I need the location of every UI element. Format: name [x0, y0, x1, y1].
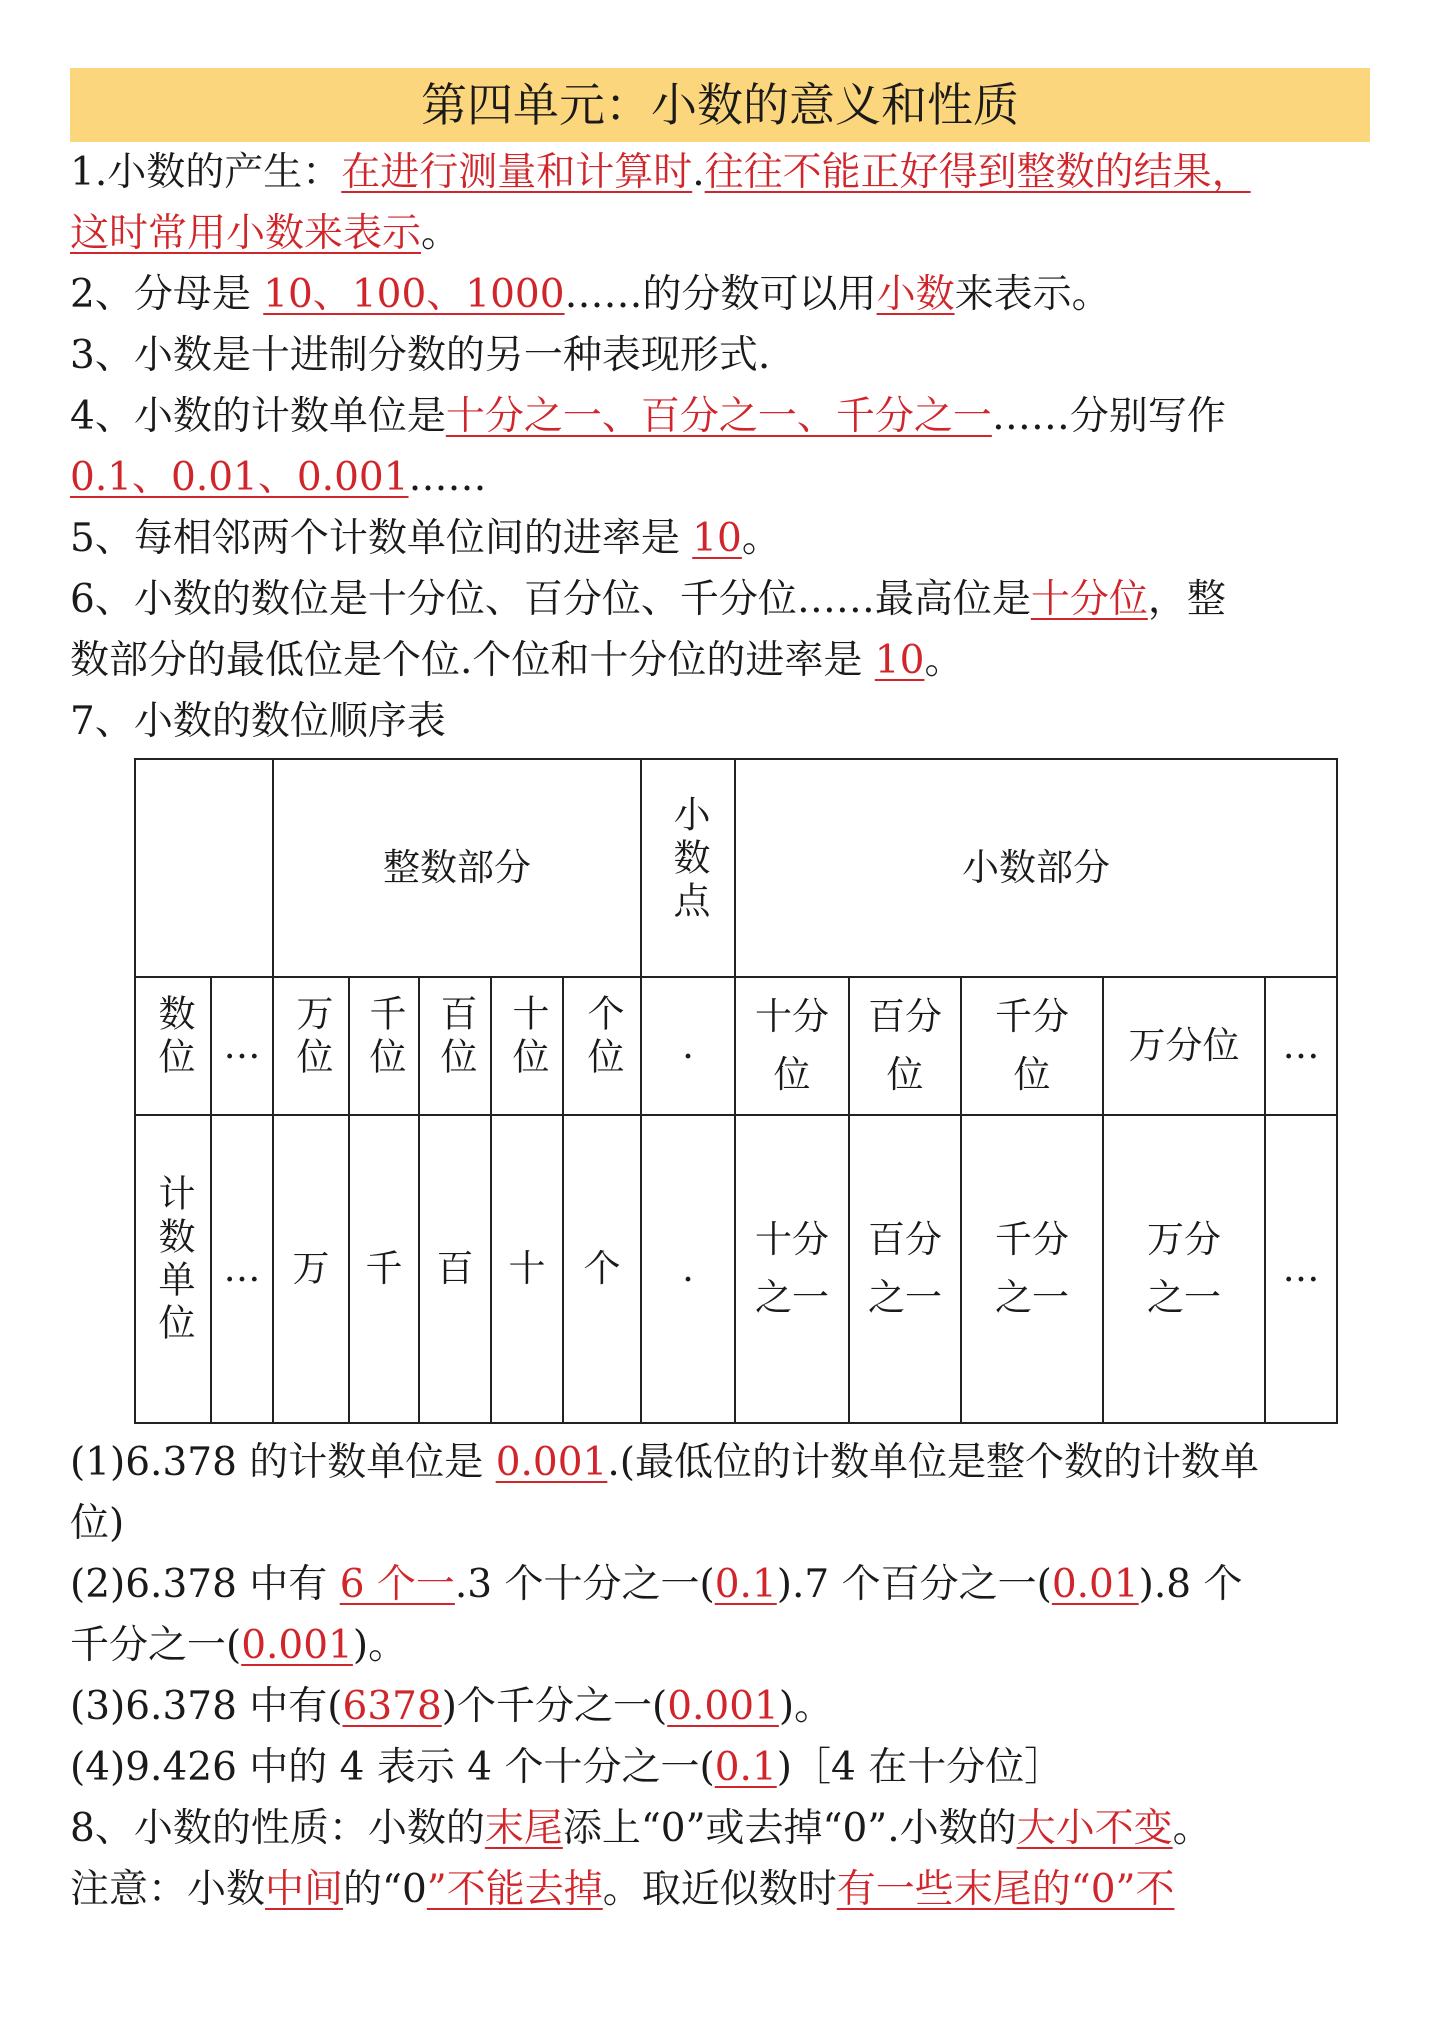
place-hundredths-text: 百分位: [868, 994, 942, 1096]
q2-answer-hundredth: 0.01: [1051, 1562, 1139, 1607]
decimal-part-header: 小数部分: [735, 759, 1337, 977]
q3-end: )。: [778, 1684, 834, 1729]
decimal-point-header-text: 小数点: [667, 794, 710, 924]
place-ge-text: 个位: [581, 994, 624, 1080]
q3-lead: (3)6.378 中有(: [70, 1684, 343, 1729]
q2-end: )。: [352, 1623, 408, 1668]
note-lead: 注意：小数: [70, 1867, 266, 1912]
point-8: [70, 1798, 1370, 1859]
place-qian: [349, 977, 419, 1115]
answer-value-unchanged: 大小不变: [1016, 1806, 1173, 1851]
q2-answer-thousandth: 0.001: [241, 1623, 353, 1668]
point-2-mid: ……的分数可以用: [564, 272, 877, 317]
corner-cell: [135, 759, 273, 977]
place-ten-thousandths: 万分位: [1103, 977, 1265, 1115]
place-shi: [491, 977, 563, 1115]
separator: .: [692, 150, 705, 195]
place-hundredths: [849, 977, 961, 1115]
place-bai-text: 百位: [434, 994, 477, 1080]
point-8-end: 。: [1172, 1806, 1212, 1851]
answer-denominators: 10、100、1000: [263, 272, 565, 317]
point-4-mid: ……分别写作: [991, 394, 1226, 439]
q3-answer-unit: 0.001: [667, 1684, 779, 1729]
place-bai: [419, 977, 491, 1115]
q2-mid3: ).8 个: [1138, 1562, 1243, 1607]
q2-mid2: ).7 个百分之一(: [776, 1562, 1052, 1607]
point-2: [70, 264, 1370, 325]
place-ge: [563, 977, 641, 1115]
q1-answer: 0.001: [495, 1440, 608, 1485]
question-2-line2: [70, 1615, 1370, 1676]
point-8-mid: 添上“0”或去掉“0”.小数的: [562, 1806, 1017, 1851]
answer-decimal: 小数: [876, 272, 955, 317]
ellipsis-cell-4: …: [1265, 1115, 1337, 1423]
ellipsis-cell-3: …: [211, 1115, 273, 1423]
answer-highest-place: 十分位: [1030, 577, 1148, 622]
row-head-units-text: 计数单位: [152, 1174, 195, 1346]
table-header-row: [135, 759, 1337, 977]
unit-ge: 个: [563, 1115, 641, 1423]
point-1-line1: [70, 142, 1370, 203]
note-mid: 的“0: [343, 1867, 427, 1912]
place-tenths-text: 十分位: [755, 994, 829, 1096]
point-6-line1: [70, 569, 1370, 630]
table-row-places: [135, 977, 1337, 1115]
answer-unit-values: 0.1、0.01、0.001: [70, 455, 409, 500]
point-1-lead: 1.小数的产生：: [70, 150, 342, 195]
note-answer-cannot-remove: ”不能去掉: [426, 1867, 603, 1912]
answer-counting-units: 十分之一、百分之一、千分之一: [445, 394, 992, 439]
point-6-lead: 6、小数的数位是十分位、百分位、千分位……最高位是: [70, 577, 1031, 622]
question-2-line1: [70, 1554, 1370, 1615]
point-4-lead: 4、小数的计数单位是: [70, 394, 446, 439]
place-wan-text: 万位: [290, 994, 333, 1080]
unit-ten-thousandths: [1103, 1115, 1265, 1423]
q1-lead: (1)6.378 的计数单位是: [70, 1440, 496, 1485]
page-title: 第四单元：小数的意义和性质: [70, 68, 1370, 142]
answer-end: 末尾: [484, 1806, 563, 1851]
point-1-line2: [70, 203, 1370, 264]
place-thousandths-text: 千分位: [995, 994, 1069, 1096]
unit-thousandths-text: 千分之一: [995, 1217, 1069, 1319]
unit-thousandths: [961, 1115, 1103, 1423]
answer-measure: 在进行测量和计算时: [341, 150, 693, 195]
dot-cell-2: .: [641, 1115, 735, 1423]
answer-use-decimal: 这时常用小数来表示: [70, 211, 422, 256]
q2-mid1: .3 个十分之一(: [454, 1562, 715, 1607]
point-8-lead: 8、小数的性质：小数的: [70, 1806, 485, 1851]
q4-end: )［4 在十分位］: [776, 1745, 1064, 1790]
q3-answer-count: 6378: [342, 1684, 442, 1729]
point-7: 7、小数的数位顺序表: [70, 699, 446, 744]
place-tenths: [735, 977, 849, 1115]
decimal-point-header: [641, 759, 735, 977]
q4-lead: (4)9.426 中的 4 表示 4 个十分之一(: [70, 1745, 715, 1790]
q3-mid: )个千分之一(: [441, 1684, 668, 1729]
document-page: [70, 68, 1370, 1920]
note-answer-middle: 中间: [265, 1867, 344, 1912]
unit-qian: 千: [349, 1115, 419, 1423]
point-6-line2: [70, 630, 1370, 691]
question-1-line2: 位): [70, 1501, 125, 1546]
q2-answer-tenth: 0.1: [714, 1562, 777, 1607]
point-4-line1: [70, 386, 1370, 447]
ellipsis-cell: …: [211, 977, 273, 1115]
question-3: [70, 1676, 1370, 1737]
point-5-lead: 5、每相邻两个计数单位间的进率是: [70, 516, 693, 561]
unit-wan: 万: [273, 1115, 349, 1423]
row-head-places-text: 数位: [152, 994, 195, 1080]
q4-answer: 0.1: [714, 1745, 777, 1790]
note-mid2: 。取近似数时: [602, 1867, 837, 1912]
point-5-end: 。: [741, 516, 781, 561]
place-shi-text: 十位: [506, 994, 549, 1080]
row-head-places: [135, 977, 211, 1115]
q1-end: .(最低位的计数单位是整个数的计数单: [607, 1440, 1259, 1485]
unit-shi: 十: [491, 1115, 563, 1423]
answer-ratio-2: 10: [874, 638, 925, 683]
q2-answer-ones: 6 个一: [339, 1562, 455, 1607]
point-5: [70, 508, 1370, 569]
point-4-end: ……: [408, 455, 487, 500]
point-6-line2-text: 数部分的最低位是个位.个位和十分位的进率是: [70, 638, 875, 683]
point-2-lead: 2、分母是: [70, 272, 264, 317]
place-value-table: [134, 758, 1338, 1424]
integer-part-header: 整数部分: [273, 759, 641, 977]
q2-line2-lead: 千分之一(: [70, 1623, 242, 1668]
point-6-end: 。: [924, 638, 964, 683]
row-head-units: [135, 1115, 211, 1423]
question-4: [70, 1737, 1370, 1798]
place-wan: [273, 977, 349, 1115]
unit-bai: 百: [419, 1115, 491, 1423]
unit-tenths: [735, 1115, 849, 1423]
punct: 。: [421, 211, 461, 256]
unit-ten-thousandths-text: 万分之一: [1147, 1217, 1221, 1319]
point-3: 3、小数是十进制分数的另一种表现形式.: [70, 333, 771, 378]
dot-cell: .: [641, 977, 735, 1115]
place-thousandths: [961, 977, 1103, 1115]
q2-lead: (2)6.378 中有: [70, 1562, 340, 1607]
answer-ratio: 10: [692, 516, 742, 561]
point-6-mid: ，整: [1147, 577, 1226, 622]
note-answer-trailing-zero: 有一些末尾的“0”不: [836, 1867, 1175, 1912]
table-row-units: [135, 1115, 1337, 1423]
answer-not-integer: 往往不能正好得到整数的结果，: [704, 150, 1251, 195]
unit-hundredths: [849, 1115, 961, 1423]
note-line: [70, 1859, 1370, 1920]
ellipsis-cell-2: …: [1265, 977, 1337, 1115]
point-4-line2: [70, 447, 1370, 508]
place-qian-text: 千位: [363, 994, 406, 1080]
notes-body: [70, 142, 1370, 1920]
point-2-end: 来表示。: [954, 272, 1111, 317]
question-1-line1: [70, 1432, 1370, 1493]
unit-tenths-text: 十分之一: [755, 1217, 829, 1319]
unit-hundredths-text: 百分之一: [868, 1217, 942, 1319]
